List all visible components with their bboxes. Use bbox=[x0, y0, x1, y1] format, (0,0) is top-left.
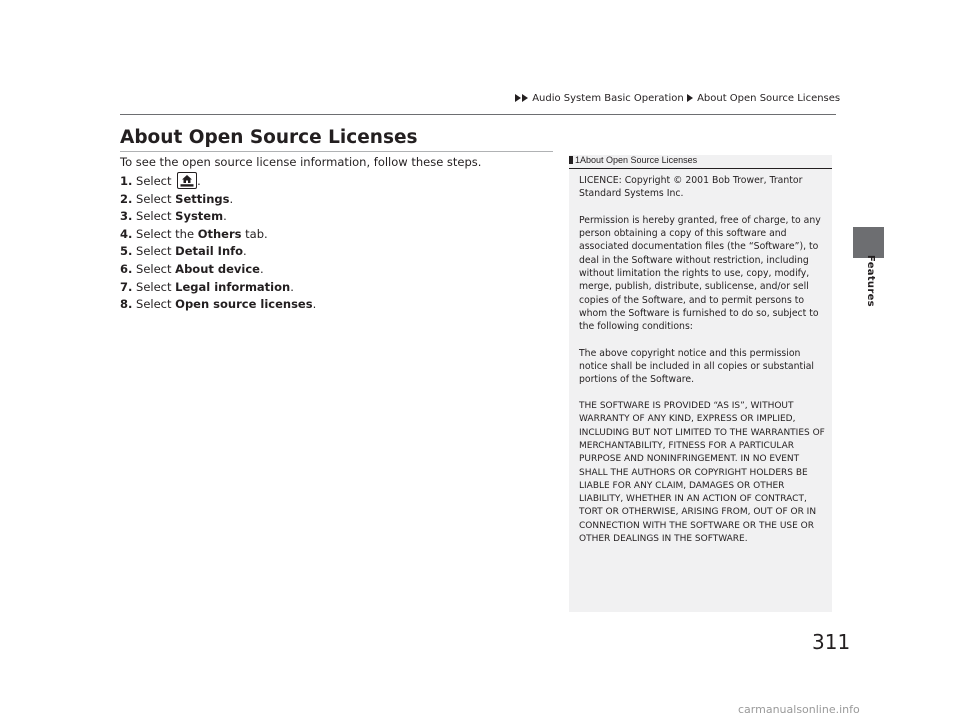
step-number: 5. bbox=[120, 244, 133, 259]
arrow-right-icon bbox=[522, 94, 528, 102]
step-number: 2. bbox=[120, 191, 133, 206]
page-number: 311 bbox=[812, 630, 851, 654]
step-target: Detail Info bbox=[175, 244, 244, 259]
sidebar-heading-rule bbox=[569, 168, 832, 169]
license-paragraph: THE SOFTWARE IS PROVIDED “AS IS”, WITHOUT WARRANTY OF ANY KIND, EXPRESS OR IMPLIED, INCLUDING BUT NOT LIMITED TO THE WARRANTIES OF MERCHANTABILITY, FITNESS FOR A PARTICULAR PURPOSE AND NONINFRINGEMENT. IN NO EVENT SHALL THE AUTHORS OR COPYRIGHT HOLDERS BE LIABLE FOR ANY CLAIM, DAMAGES OR OTHER LIABILITY, WHETHER IN AN ACTION OF CONTRACT, TORT OR OTHERWISE, ARISING FROM, OUT OF OR IN CONNECTION WITH THE SOFTWARE OR THE USE OR OTHER DEALINGS IN THE SOFTWARE. bbox=[579, 401, 825, 545]
breadcrumb bbox=[515, 93, 841, 104]
step-target: Others bbox=[197, 226, 242, 241]
watermark: carmanualsonline.info bbox=[738, 703, 860, 716]
intro-text: To see the open source license information, follow these steps. bbox=[120, 155, 482, 169]
step-item bbox=[120, 243, 316, 261]
step-item bbox=[120, 226, 316, 244]
step-suffix: . bbox=[243, 244, 247, 259]
step-suffix: . bbox=[312, 297, 317, 312]
breadcrumb-section: Audio System Basic Operation bbox=[532, 93, 684, 104]
sidebar-heading-text: About Open Source Licenses bbox=[580, 155, 698, 165]
note-marker-icon bbox=[569, 156, 573, 164]
title-rule bbox=[120, 151, 553, 152]
step-number: 8. bbox=[120, 297, 133, 312]
arrow-right-icon bbox=[687, 94, 693, 102]
home-icon bbox=[177, 172, 197, 189]
step-item bbox=[120, 191, 316, 209]
page-title: About Open Source Licenses bbox=[120, 127, 418, 148]
step-text: Select bbox=[136, 174, 172, 188]
step-suffix: tab. bbox=[245, 226, 268, 241]
section-tab-label: Features bbox=[865, 255, 876, 307]
license-paragraph: LICENCE: Copyright © 2001 Bob Trower, Trantor Standard Systems Inc. bbox=[579, 175, 803, 200]
step-number: 7. bbox=[120, 279, 133, 294]
step-item bbox=[120, 208, 316, 226]
step-suffix: . bbox=[229, 191, 234, 206]
step-target: Settings bbox=[175, 191, 230, 206]
step-text: Select bbox=[136, 279, 172, 294]
step-item bbox=[120, 296, 316, 314]
step-text: Select bbox=[136, 209, 172, 224]
step-suffix: . bbox=[223, 209, 227, 224]
step-text: Select bbox=[136, 191, 172, 206]
breadcrumb-topic: About Open Source Licenses bbox=[697, 93, 841, 104]
step-target: Legal information bbox=[175, 279, 291, 294]
step-suffix: . bbox=[290, 279, 294, 294]
step-item bbox=[120, 172, 316, 191]
section-tab bbox=[853, 227, 884, 258]
step-number: 3. bbox=[120, 209, 133, 224]
step-target: Open source licenses bbox=[175, 297, 313, 312]
sidebar-body bbox=[579, 174, 827, 560]
step-text: Select bbox=[136, 244, 172, 259]
step-suffix: . bbox=[259, 261, 264, 276]
step-target: About device bbox=[175, 261, 260, 276]
steps-list bbox=[120, 172, 316, 314]
step-item bbox=[120, 279, 316, 297]
step-text: Select bbox=[136, 261, 172, 276]
step-target: System bbox=[175, 209, 224, 224]
header-rule bbox=[120, 114, 836, 115]
step-item bbox=[120, 261, 316, 279]
step-number: 1. bbox=[120, 174, 133, 188]
license-paragraph: Permission is hereby granted, free of charge, to any person obtaining a copy of this software and associated documentation files (the “Software”), to deal in the Software without restriction, including without limitation the rights to use, copy, modify, merge, publish, distribute, sublicense, and/or sell copies of the Software, and to permit persons to whom the Software is furnished to do so, subject to the following conditions: bbox=[579, 214, 821, 333]
license-paragraph: The above copyright notice and this permission notice shall be included in all copies or substantial portions of the Software. bbox=[579, 347, 815, 386]
arrow-right-icon bbox=[515, 94, 521, 102]
step-text: Select bbox=[136, 297, 172, 312]
sidebar-heading-num: 1 bbox=[575, 155, 581, 165]
step-number: 6. bbox=[120, 261, 133, 276]
step-number: 4. bbox=[120, 226, 133, 241]
step-suffix: . bbox=[197, 174, 201, 188]
step-text: Select the bbox=[136, 226, 195, 241]
